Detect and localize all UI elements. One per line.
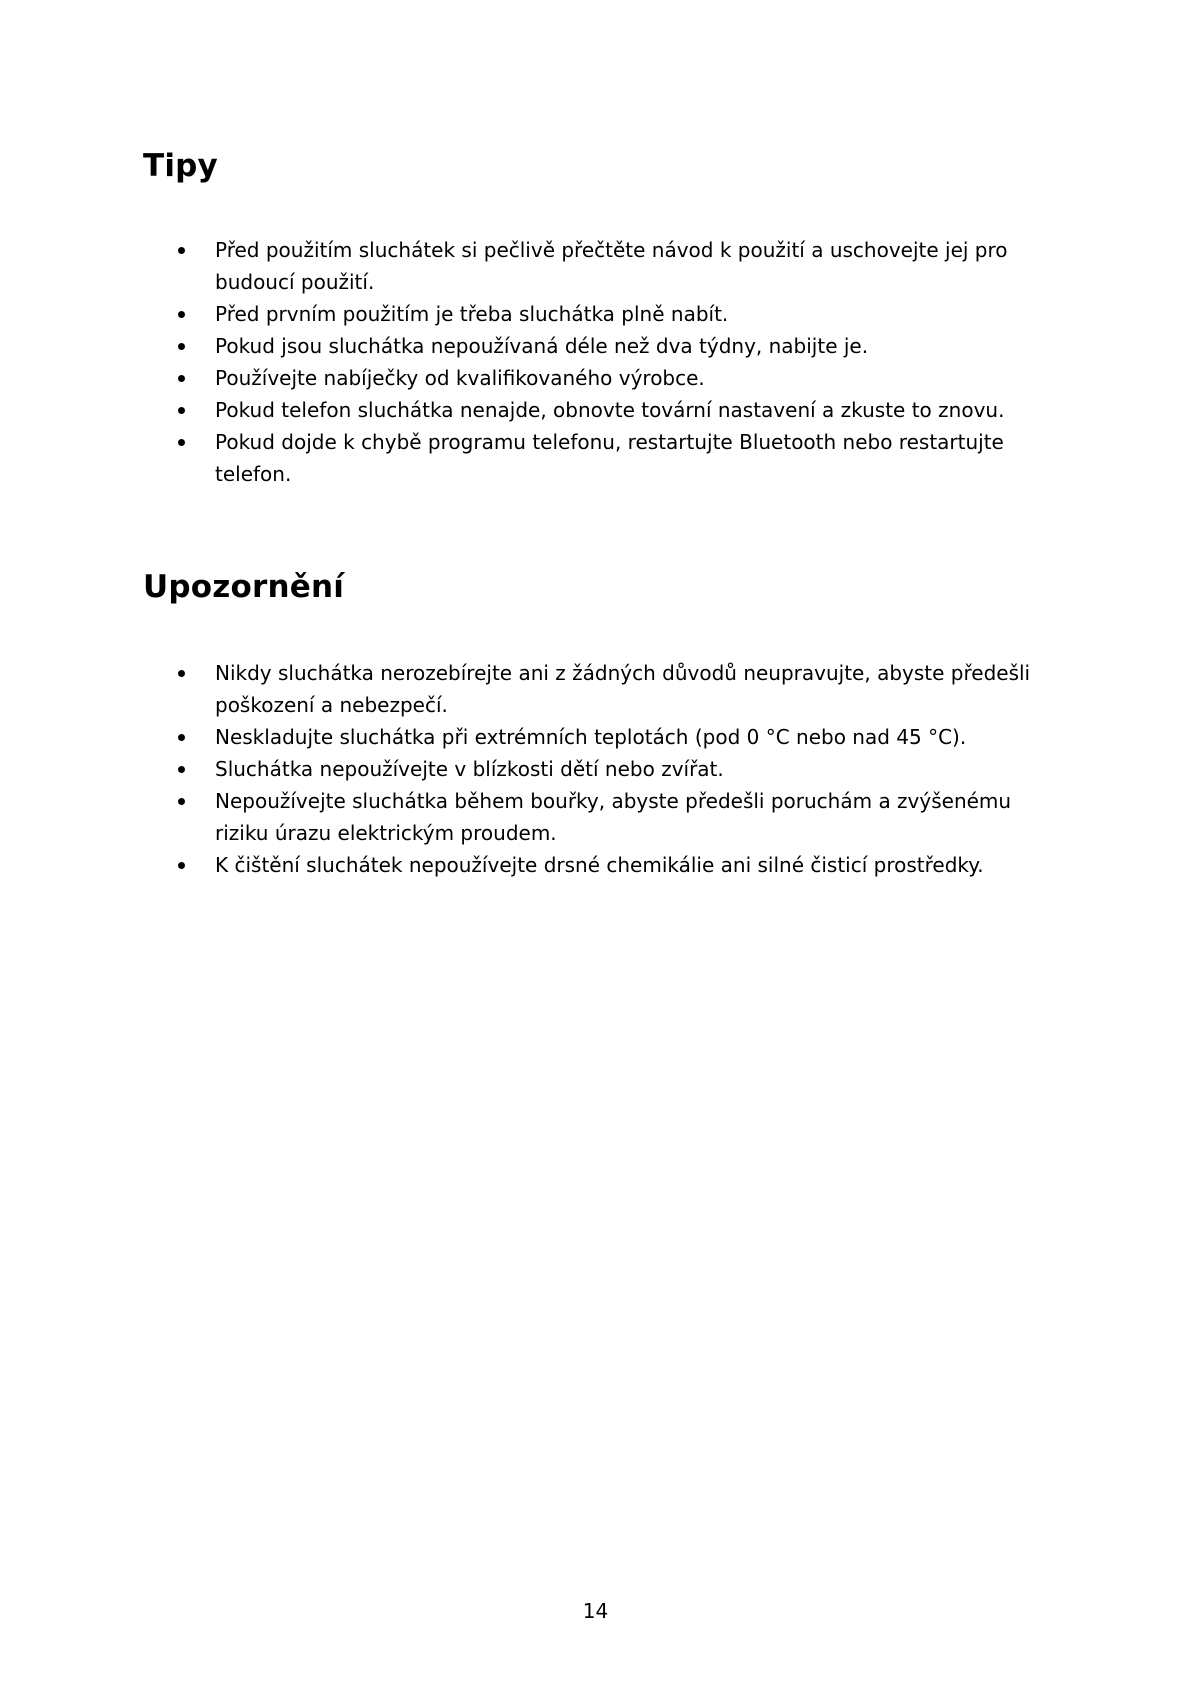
warnings-item-text: Neskladujte sluchátka při extrémních teplotách (pod 0 °C nebo nad 45 °C). — [215, 725, 967, 749]
bullet-icon — [178, 343, 185, 350]
bullet-icon — [178, 798, 185, 805]
bullet-icon — [178, 407, 185, 414]
tips-list — [178, 234, 1058, 490]
bullet-icon — [178, 766, 185, 773]
warnings-list-item — [178, 849, 1058, 881]
bullet-icon — [178, 247, 185, 254]
tips-item-text: Pokud telefon sluchátka nenajde, obnovte tovární nastavení a zkuste to znovu. — [215, 398, 1005, 422]
tips-item-text: Před použitím sluchátek si pečlivě přečtěte návod k použití a uschovejte jej pro budoucí použití. — [215, 238, 1008, 294]
tips-list-item — [178, 394, 1058, 426]
tips-list-item — [178, 426, 1058, 490]
warnings-item-text: Nepoužívejte sluchátka během bouřky, abyste předešli poruchám a zvýšenému riziku úrazu elektrickým proudem. — [215, 789, 1012, 845]
warnings-list-item — [178, 785, 1058, 849]
tips-item-text: Pokud jsou sluchátka nepoužívaná déle než dva týdny, nabijte je. — [215, 334, 869, 358]
bullet-icon — [178, 734, 185, 741]
tips-list-item — [178, 362, 1058, 394]
tips-item-text: Používejte nabíječky od kvalifikovaného výrobce. — [215, 366, 705, 390]
bullet-icon — [178, 439, 185, 446]
page-number: 14 — [582, 1599, 609, 1623]
tips-heading: Tipy — [143, 148, 218, 184]
bullet-icon — [178, 311, 185, 318]
warnings-item-text: Nikdy sluchátka nerozebírejte ani z žádných důvodů neupravujte, abyste předešli poškození a nebezpečí. — [215, 661, 1031, 717]
tips-section — [143, 146, 1063, 486]
warnings-item-text: K čištění sluchátek nepoužívejte drsné chemikálie ani silné čisticí prostředky. — [215, 853, 984, 877]
tips-list-item — [178, 330, 1058, 362]
tips-item-text: Před prvním použitím je třeba sluchátka plně nabít. — [215, 302, 729, 326]
tips-list-item — [178, 234, 1058, 298]
warnings-section — [143, 567, 1063, 877]
tips-item-text: Pokud dojde k chybě programu telefonu, restartujte Bluetooth nebo restartujte telefon. — [215, 430, 1004, 486]
warnings-list-item — [178, 721, 1058, 753]
warnings-list-item — [178, 753, 1058, 785]
tips-list-item — [178, 298, 1058, 330]
bullet-icon — [178, 375, 185, 382]
warnings-list — [178, 657, 1058, 881]
warnings-list-item — [178, 657, 1058, 721]
bullet-icon — [178, 862, 185, 869]
bullet-icon — [178, 670, 185, 677]
warnings-heading: Upozornění — [143, 569, 345, 605]
warnings-item-text: Sluchátka nepoužívejte v blízkosti dětí nebo zvířat. — [215, 757, 724, 781]
